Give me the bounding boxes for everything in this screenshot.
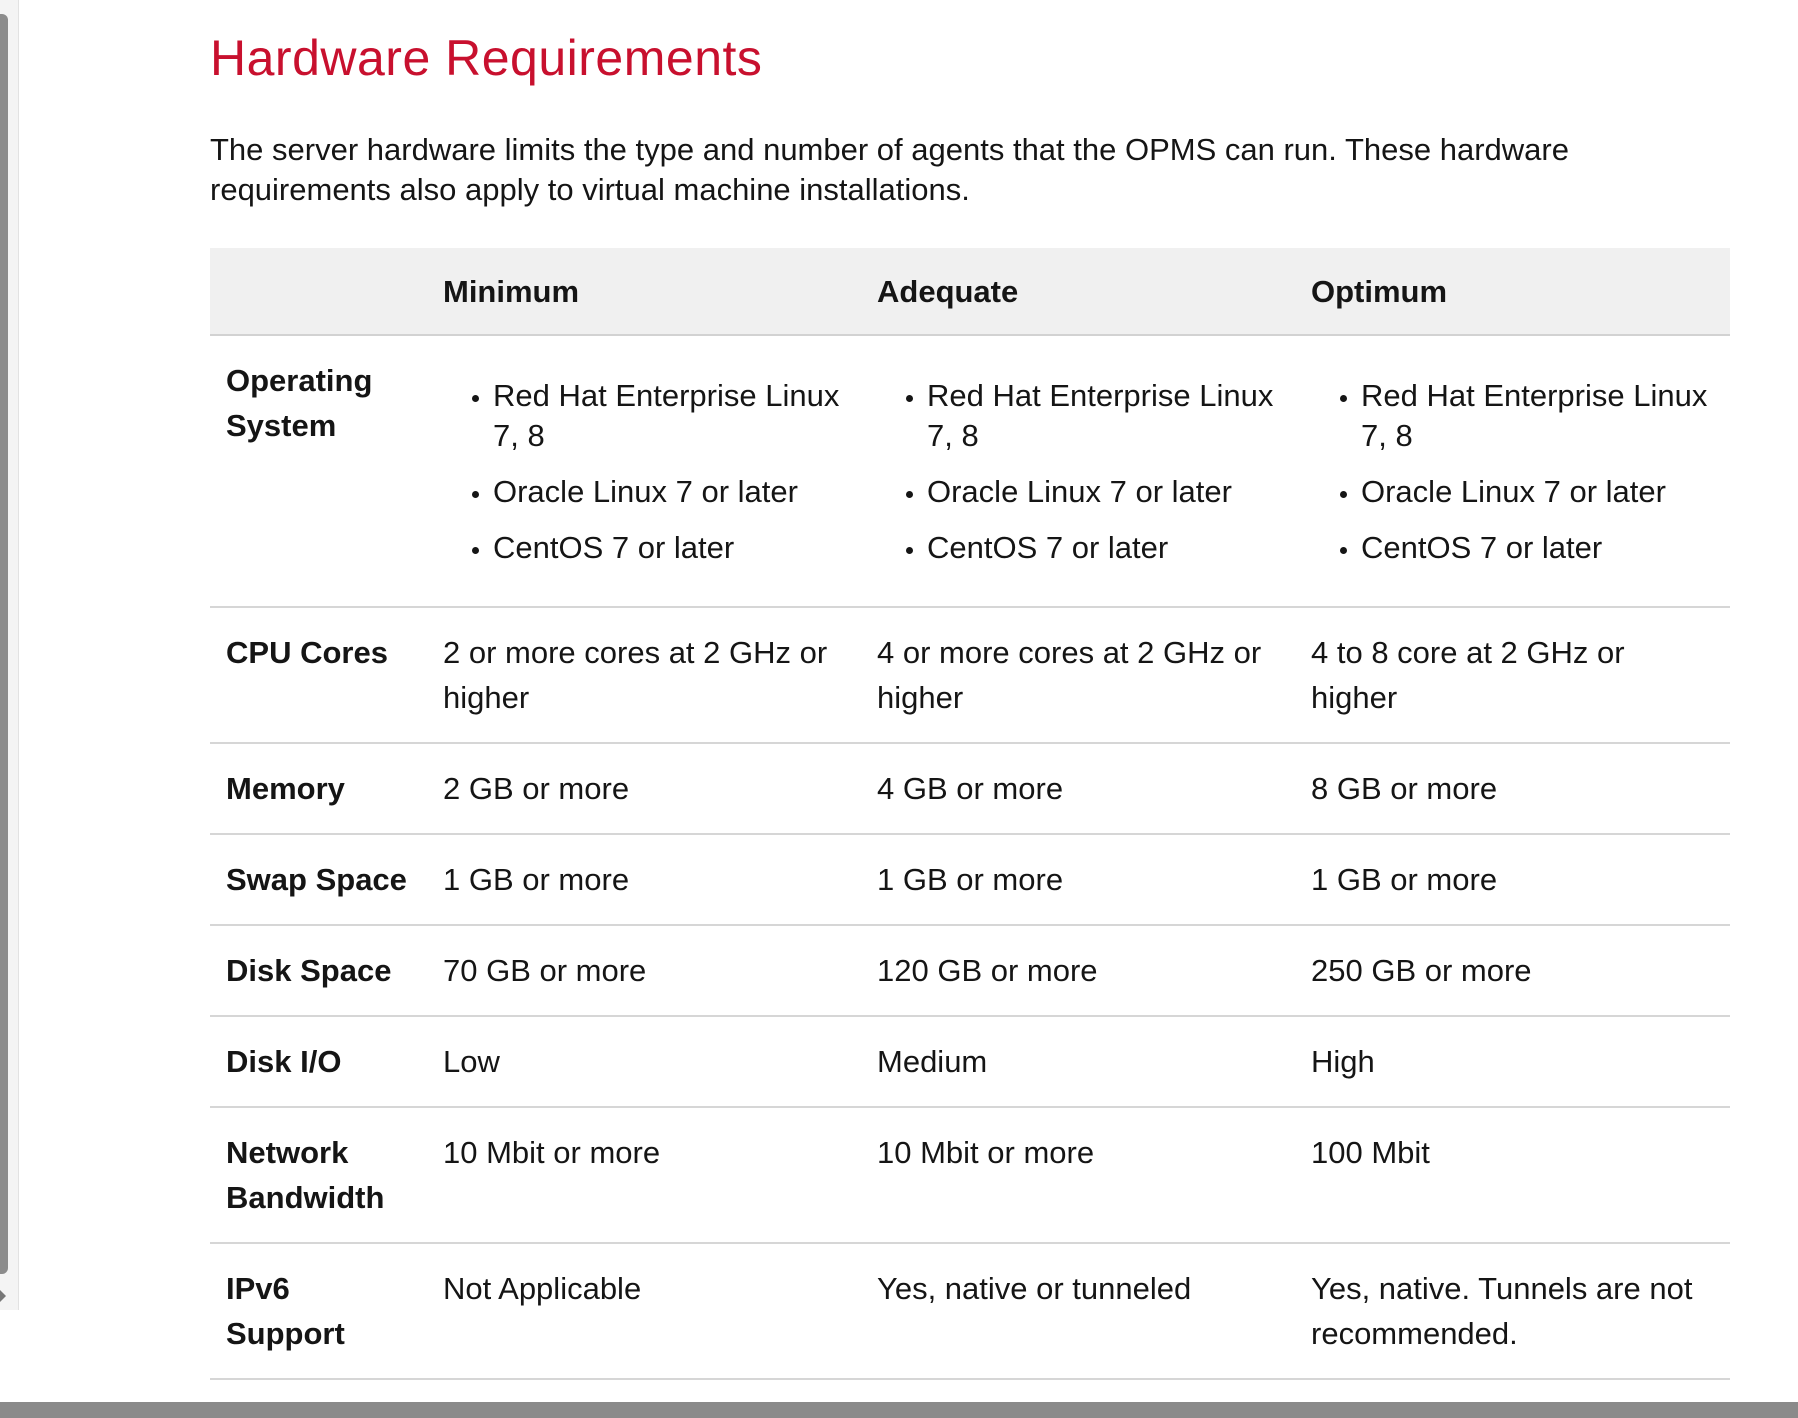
cell-adequate: Yes, native or tunneled [877, 1271, 1192, 1306]
cell-adequate [861, 335, 1295, 607]
intro-paragraph: The server hardware limits the type and number of agents that the OPMS can run. These hardware requirements also apply to virtual machine installations. [210, 132, 1569, 207]
cell-optimum: 4 to 8 core at 2 GHz or higher [1311, 635, 1625, 715]
cell-minimum: 2 GB or more [443, 771, 630, 806]
cell-optimum: Yes, native. Tunnels are not recommended. [1311, 1271, 1693, 1351]
list-item: • CentOS 7 or later [493, 528, 845, 568]
table-row [210, 925, 1730, 1016]
row-label: Disk Space [226, 953, 392, 988]
row-label: Memory [226, 771, 345, 806]
cell-optimum: 100 Mbit [1311, 1135, 1430, 1170]
table-row [210, 1107, 1730, 1243]
cell-minimum: Not Applicable [443, 1271, 642, 1306]
table-header-row [210, 248, 1730, 335]
cell-adequate: 4 GB or more [877, 771, 1064, 806]
table-row [210, 335, 1730, 607]
row-label: Network Bandwidth [226, 1135, 385, 1215]
table-row [210, 834, 1730, 925]
header-cell-adequate: Adequate [877, 273, 1019, 309]
row-label: Swap Space [226, 862, 407, 897]
table-row [210, 1243, 1730, 1379]
cell-optimum: 8 GB or more [1311, 771, 1498, 806]
bottom-bar [0, 1402, 1798, 1418]
list-item: • Oracle Linux 7 or later [927, 472, 1279, 512]
os-list [443, 376, 845, 568]
row-label: CPU Cores [226, 635, 388, 670]
os-list [1311, 376, 1714, 568]
cell-minimum: 2 or more cores at 2 GHz or higher [443, 635, 828, 715]
list-item: • CentOS 7 or later [927, 528, 1279, 568]
cell-minimum [427, 335, 861, 607]
cell-minimum: 1 GB or more [443, 862, 630, 897]
list-item: • Oracle Linux 7 or later [493, 472, 845, 512]
scroll-arrow-icon[interactable] [0, 1290, 6, 1302]
page-title: Hardware Requirements [210, 30, 763, 86]
hardware-requirements-table [210, 248, 1730, 1380]
header-cell-minimum: Minimum [443, 273, 580, 309]
cell-adequate: 1 GB or more [877, 862, 1064, 897]
cell-optimum: 1 GB or more [1311, 862, 1498, 897]
cell-minimum: 10 Mbit or more [443, 1135, 661, 1170]
cell-optimum: High [1311, 1044, 1375, 1079]
cell-adequate: 120 GB or more [877, 953, 1098, 988]
table-row [210, 743, 1730, 834]
scrollbar[interactable] [0, 14, 8, 1274]
row-label: Disk I/O [226, 1044, 342, 1079]
table-row [210, 1016, 1730, 1107]
cell-optimum: 250 GB or more [1311, 953, 1532, 988]
cell-minimum: 70 GB or more [443, 953, 647, 988]
list-item: • Oracle Linux 7 or later [1361, 472, 1714, 512]
cell-minimum: Low [443, 1044, 500, 1079]
list-item: • Red Hat Enterprise Linux 7, 8 [1361, 376, 1714, 456]
row-label: Operating System [226, 363, 373, 443]
main-content [210, 28, 1730, 1380]
cell-adequate: Medium [877, 1044, 988, 1079]
os-list [877, 376, 1279, 568]
row-label: IPv6 Support [226, 1271, 345, 1351]
list-item: • Red Hat Enterprise Linux 7, 8 [927, 376, 1279, 456]
cell-optimum [1295, 335, 1730, 607]
header-cell-blank [210, 248, 427, 335]
list-item: • CentOS 7 or later [1361, 528, 1714, 568]
cell-adequate: 4 or more cores at 2 GHz or higher [877, 635, 1262, 715]
table-row [210, 607, 1730, 743]
list-item: • Red Hat Enterprise Linux 7, 8 [493, 376, 845, 456]
header-cell-optimum: Optimum [1311, 273, 1448, 309]
cell-adequate: 10 Mbit or more [877, 1135, 1095, 1170]
